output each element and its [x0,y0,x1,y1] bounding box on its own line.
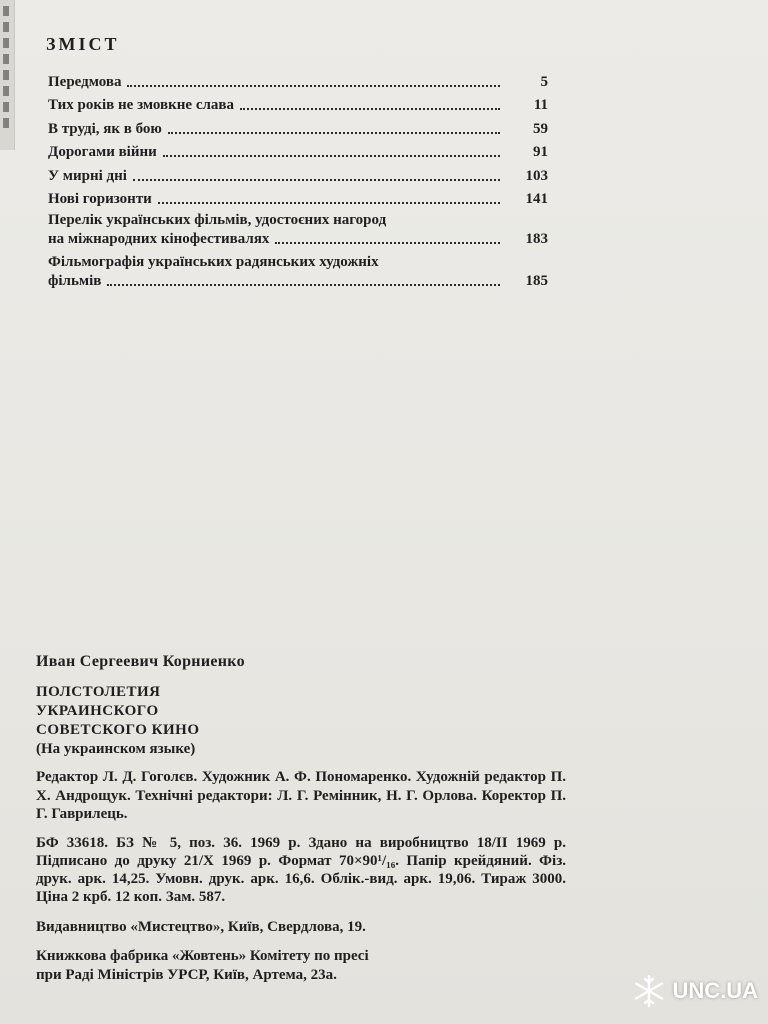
leader-dots [240,108,500,110]
leader-dots [158,202,500,204]
editors-credits: Редактор Л. Д. Гоголєв. Художник А. Ф. Пономаренко. Художній редактор П. Х. Андрощук. Технічні редактори: Л. Г. Ремінник, Н. Г. Орлова. Коректор П. Г. Гаврилець. [36,769,566,822]
watermark-text: UNC.UA [672,978,758,1003]
toc-entry-page: 185 [525,273,548,289]
toc-entry [48,115,548,139]
leader-dots [275,242,500,244]
contents-heading: ЗМІСТ [46,34,120,54]
toc-entry-title: Передмова [48,73,122,90]
watermark [632,974,758,1008]
author-name: Иван Сергеевич Корниенко [36,653,245,670]
toc-entry-page: 183 [525,231,548,247]
toc-entry-page: 141 [525,191,548,207]
toc-entry [48,186,548,210]
toc-entry [48,68,548,92]
toc-entry [48,253,548,291]
leader-dots [133,179,500,181]
leader-dots [127,85,500,87]
toc-entry-page: 5 [540,73,548,90]
book-title-line: ПОЛСТОЛЕТИЯ [36,684,161,700]
book-title-line: УКРАИНСКОГО [36,703,159,719]
toc-entry-title: Дорогами війни [48,144,157,160]
toc-entry [48,162,548,186]
printer-line: при Раді Міністрів УРСР, Київ, Артема, 23а. [36,966,337,983]
toc-entry-title: У мирні дні [48,167,127,184]
book-title [36,683,566,740]
toc-entry-title-line1: Перелік українських фільмів, удостоєних нагород [48,212,387,228]
toc-entry-title-line2: фільмів [48,273,102,289]
publisher-line: Видавництво «Мистецтво», Київ, Свердлова, 19. [36,918,366,935]
printer-line: Книжкова фабрика «Жовтень» Комітету по пресі [36,947,369,964]
imprint-block [36,653,566,985]
snowflake-icon [632,974,666,1008]
toc-entry-title-line1: Фільмографія українських радянських художніх [48,254,379,270]
toc-entry-title: Нові горизонти [48,191,152,207]
toc-entry-title: Тих років не змовкне слава [48,97,235,113]
toc-entry-title: В труді, як в бою [48,120,162,137]
language-note: (На украинском языке) [36,741,196,757]
table-of-contents [48,68,548,295]
adjacent-page-edge [0,0,15,150]
toc-entry-page: 103 [525,167,548,184]
toc-entry [48,92,548,116]
toc-entry [48,139,548,163]
book-title-line: СОВЕТСКОГО КИНО [36,722,200,738]
leader-dots [163,155,500,157]
printer-info [36,947,566,985]
toc-entry-page: 11 [533,97,548,113]
toc-entry-page: 59 [533,120,548,137]
toc-entry-page: 91 [533,144,548,160]
toc-entry [48,211,548,249]
leader-dots [107,284,500,286]
technical-details: БФ 33618. БЗ № 5, поз. 36. 1969 р. Здано на виробництво 18/ІІ 1969 р. Підписано до друку 21/Х 1969 р. Формат 70×90¹/₁₆. Папір крейдяний. Фіз. друк. арк. 14,25. Умовн. друк. арк. 16,6. Облік.-вид. арк. 19,06. Тираж 3000. Ціна 2 крб. 12 коп. Зам. 587. [36,834,566,905]
leader-dots [168,132,500,134]
toc-entry-title-line2: на міжнародних кінофестивалях [48,231,270,247]
